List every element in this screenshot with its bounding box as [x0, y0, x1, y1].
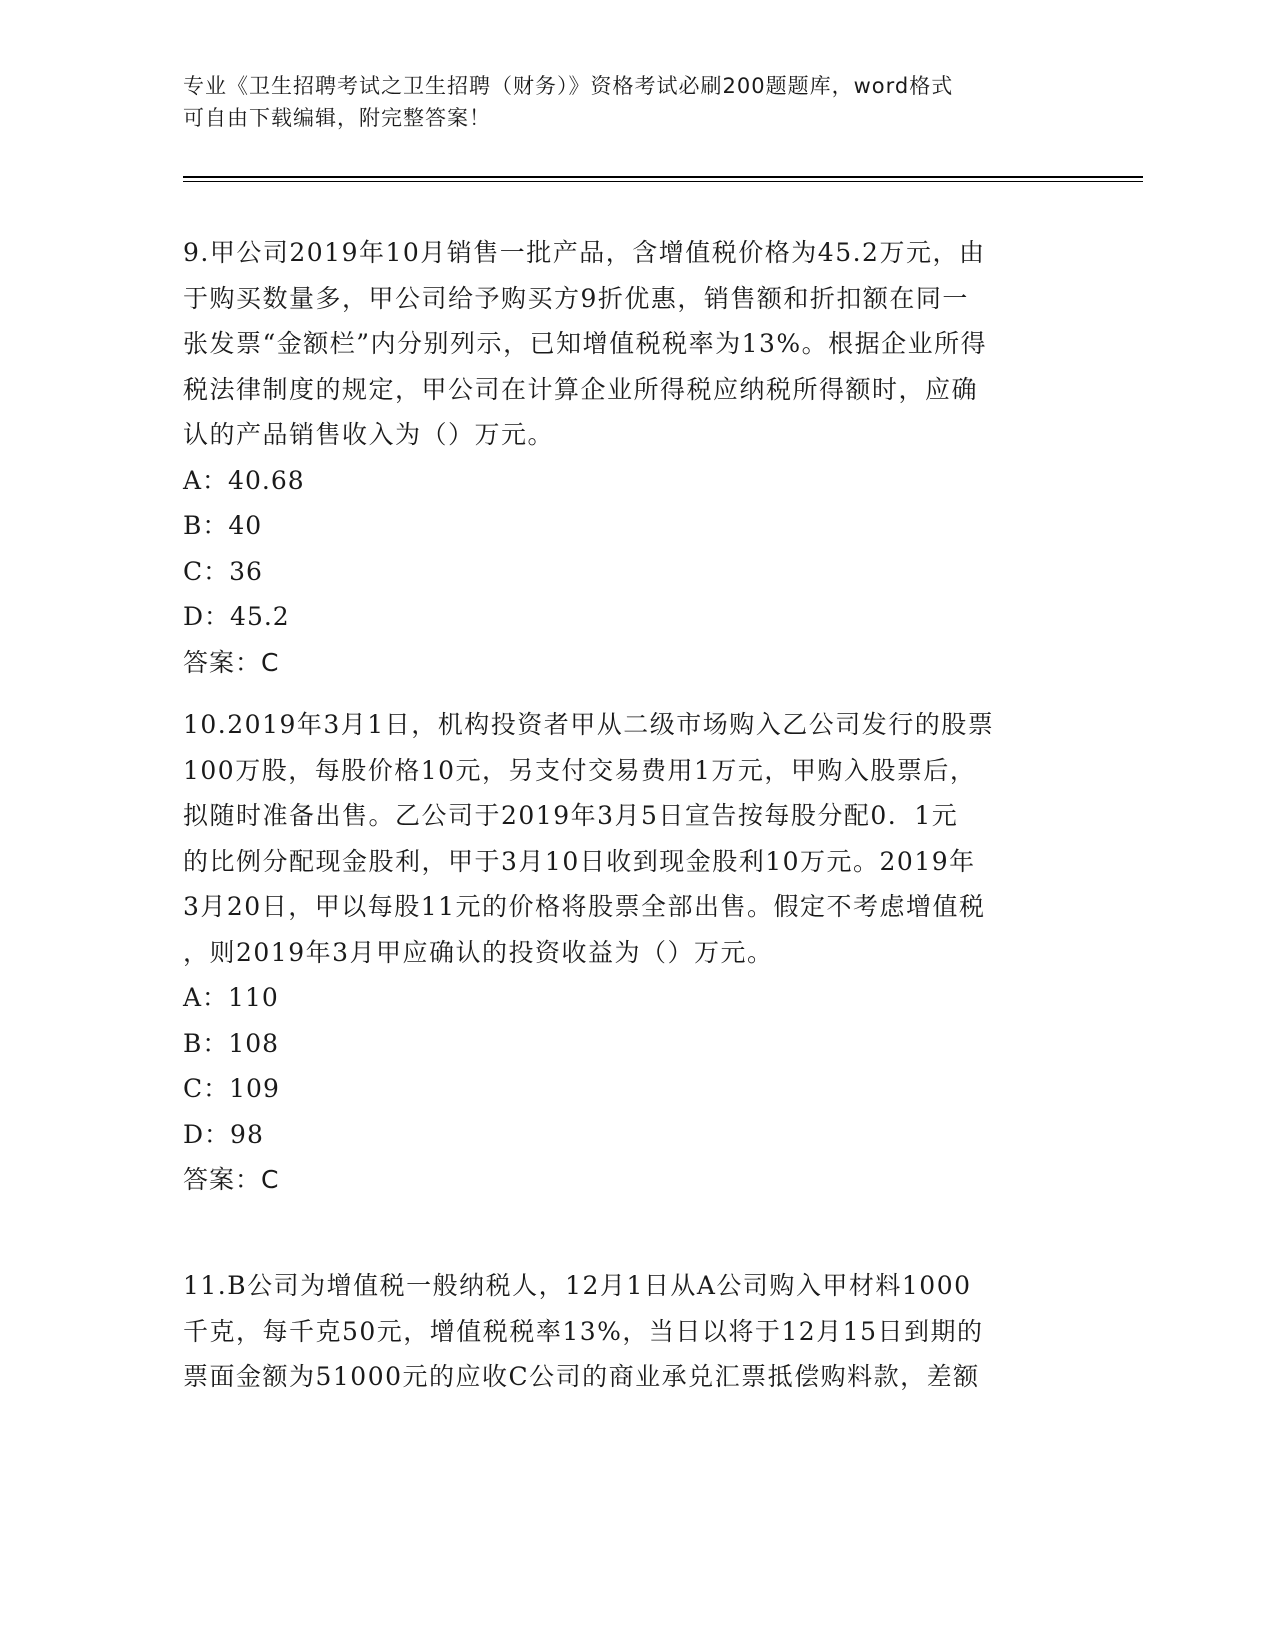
stem-line: 认的产品销售收入为（）万元。	[183, 420, 555, 449]
header-divider-thin	[183, 181, 1143, 182]
option-d: D：98	[183, 1119, 264, 1149]
stem-line: 票面金额为51000元的应收C公司的商业承兑汇票抵偿购料款，差额	[183, 1362, 980, 1391]
option-b: B：40	[183, 511, 263, 540]
option-c: C：109	[183, 1074, 280, 1103]
option-a: A：110	[183, 983, 279, 1012]
question-10	[183, 702, 1083, 1203]
stem-line: 9.甲公司2019年10月销售一批产品，含增值税价格为45.2万元，由	[183, 238, 986, 267]
question-9	[183, 230, 1083, 685]
header-line-1: 专业《卫生招聘考试之卫生招聘（财务）》资格考试必刷200题题库，word格式	[183, 74, 954, 98]
stem-line: 于购买数量多，甲公司给予购买方9折优惠，销售额和折扣额在同一	[183, 283, 969, 313]
header-divider-thick	[183, 176, 1143, 178]
stem-line: 税法律制度的规定，甲公司在计算企业所得税应纳税所得额时，应确	[183, 374, 979, 404]
stem-line: ，则2019年3月甲应确认的投资收益为（）万元。	[183, 937, 774, 967]
question-stem	[183, 230, 1083, 458]
stem-line: 的比例分配现金股利，甲于3月10日收到现金股利10万元。2019年	[183, 846, 976, 876]
option-b: B：108	[183, 1028, 280, 1058]
document-header	[183, 70, 1083, 134]
question-stem	[183, 1263, 1083, 1400]
stem-line: 3月20日，甲以每股11元的价格将股票全部出售。假定不考虑增值税	[183, 892, 986, 921]
answer-line: 答案：C	[183, 647, 280, 677]
answer-line: 答案：C	[183, 1165, 280, 1194]
stem-line: 拟随时准备出售。乙公司于2019年3月5日宣告按每股分配0．1元	[183, 801, 959, 830]
stem-line: 张发票“金额栏”内分别列示，已知增值税税率为13%。根据企业所得	[183, 329, 988, 358]
stem-line: 11.B公司为增值税一般纳税人，12月1日从A公司购入甲材料1000	[183, 1271, 972, 1300]
header-line-2: 可自由下载编辑，附完整答案！	[183, 106, 491, 130]
question-stem	[183, 702, 1083, 975]
option-c: C：36	[183, 556, 263, 586]
stem-line: 千克，每千克50元，增值税税率13%，当日以将于12月15日到期的	[183, 1316, 984, 1346]
stem-line: 10.2019年3月1日，机构投资者甲从二级市场购入乙公司发行的股票	[183, 710, 995, 739]
stem-line: 100万股，每股价格10元，另支付交易费用1万元，甲购入股票后，	[183, 755, 977, 785]
question-11	[183, 1263, 1083, 1400]
option-d: D：45.2	[183, 602, 290, 631]
option-a: A：40.68	[183, 465, 305, 495]
